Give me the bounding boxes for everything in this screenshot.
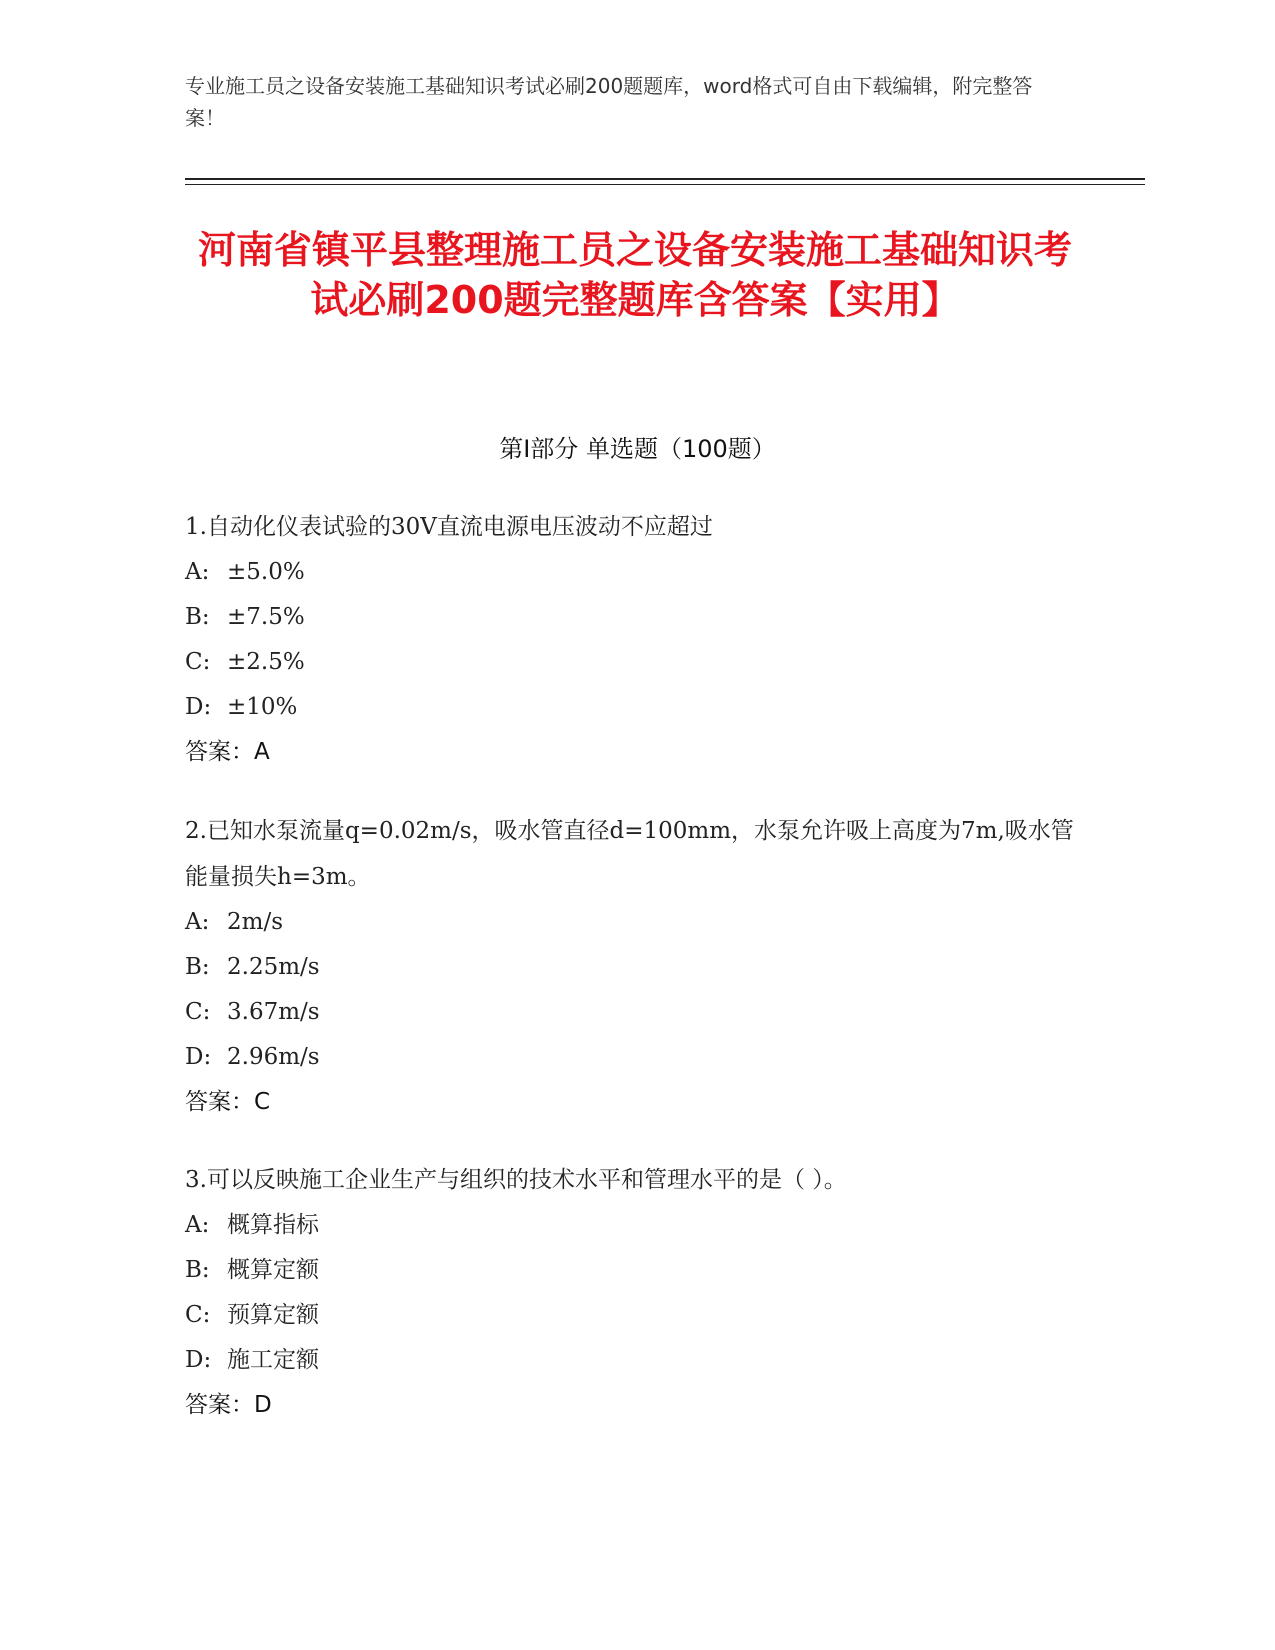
option-c xyxy=(185,640,1085,685)
section-heading: 第I部分 单选题（100题） xyxy=(499,435,776,463)
option-text: 3.67m/s xyxy=(227,999,320,1025)
option-key: D: xyxy=(185,694,212,720)
option-text: 2.25m/s xyxy=(227,954,320,980)
option-text: 概算定额 xyxy=(227,1257,319,1283)
option-key: A: xyxy=(185,559,210,585)
option-c xyxy=(185,1293,1085,1338)
option-a xyxy=(185,900,1085,945)
option-b xyxy=(185,595,1085,640)
option-text: 预算定额 xyxy=(227,1302,319,1328)
option-text: ±10% xyxy=(227,694,298,720)
option-text: 概算指标 xyxy=(227,1212,319,1238)
option-text: 2.96m/s xyxy=(227,1044,320,1070)
answer-line: 答案：D xyxy=(185,1392,272,1418)
option-key: B: xyxy=(185,604,210,630)
question-block xyxy=(185,504,1085,775)
option-key: A: xyxy=(185,909,210,935)
option-b xyxy=(185,1248,1085,1293)
option-text: ±5.0% xyxy=(227,559,305,585)
option-key: B: xyxy=(185,954,210,980)
answer-line: 答案：C xyxy=(185,1089,271,1115)
option-d xyxy=(185,1338,1085,1383)
option-c xyxy=(185,990,1085,1035)
option-key: D: xyxy=(185,1044,212,1070)
option-text: 施工定额 xyxy=(227,1347,319,1373)
option-text: ±7.5% xyxy=(227,604,305,630)
question-text: 2.已知水泵流量q=0.02m/s，吸水管直径d=100mm，水泵允许吸上高度为7m,吸水管能量损失h=3m。 xyxy=(185,818,1074,890)
header-rule-thin xyxy=(185,184,1145,185)
option-a xyxy=(185,1203,1085,1248)
option-key: C: xyxy=(185,999,211,1025)
option-text: 2m/s xyxy=(227,909,283,935)
option-key: C: xyxy=(185,1302,211,1328)
option-key: B: xyxy=(185,1257,210,1283)
option-b xyxy=(185,945,1085,990)
option-key: A: xyxy=(185,1212,210,1238)
header-rule-thick xyxy=(185,178,1145,180)
header-note: 专业施工员之设备安装施工基础知识考试必刷200题题库，word格式可自由下载编辑，附完整答案！ xyxy=(185,74,1033,130)
option-d xyxy=(185,1035,1085,1080)
document-title: 河南省镇平县整理施工员之设备安装施工基础知识考试必刷200题完整题库含答案【实用】 xyxy=(197,228,1072,322)
option-text: ±2.5% xyxy=(227,649,305,675)
question-block xyxy=(185,808,1085,1125)
question-text: 3.可以反映施工企业生产与组织的技术水平和管理水平的是（ ）。 xyxy=(185,1167,847,1193)
question-block xyxy=(185,1157,1085,1428)
option-d xyxy=(185,685,1085,730)
answer-line: 答案：A xyxy=(185,739,270,765)
option-a xyxy=(185,550,1085,595)
option-key: C: xyxy=(185,649,211,675)
question-text: 1.自动化仪表试验的30V直流电源电压波动不应超过 xyxy=(185,514,713,540)
option-key: D: xyxy=(185,1347,212,1373)
